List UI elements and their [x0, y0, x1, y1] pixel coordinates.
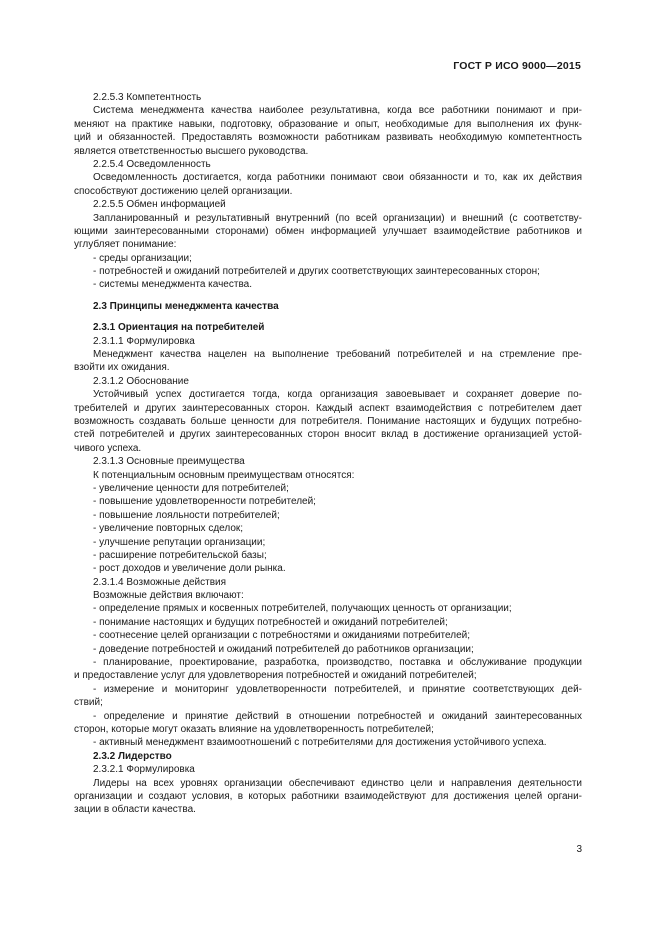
list-item: - расширение потребительской базы;	[74, 549, 582, 562]
text-line: и предоставление услуг для удовлетворения потребностей и ожиданий потребителей;	[74, 670, 477, 682]
text-line: углубляет понимание:	[74, 239, 177, 251]
text-line: возможность создавать больше ценности для потребителя. Понимание настоящих и будущих потребно-	[74, 415, 582, 427]
text-line: Осведомленность достигается, когда работники понимают свои обязанности и то, как их действия	[93, 172, 582, 184]
list-item: - рост доходов и увеличение доли рынка.	[74, 562, 582, 575]
list-item: - понимание настоящих и будущих потребностей и ожиданий потребителей;	[74, 616, 582, 629]
text-line: Менеджмент качества нацелен на выполнение требований потребителей и на стремление пре-	[93, 349, 582, 361]
list-item: - увеличение повторных сделок;	[74, 522, 582, 535]
text-line: ций и обязанностей. Предоставлять возможности работникам развивать необходимую компетентность	[74, 132, 582, 144]
list-item: - планирование, проектирование, разработка, производство, поставка и обслуживание продукции	[74, 656, 582, 669]
text-line: Лидеры на всех уровнях организации обеспечивают единство цели и направления деятельности	[93, 777, 582, 789]
list-item: - определение прямых и косвенных потребителей, получающих ценность от организации;	[74, 602, 582, 615]
text-line: стей потребителей и других заинтересованных сторон вносит вклад в достижение организацией устой-	[74, 429, 582, 441]
text-line: Система менеджмента качества наиболее результативна, когда все работники понимают и при-	[93, 105, 582, 117]
text-line: чивого успеха.	[74, 442, 142, 454]
list-item: - потребностей и ожиданий потребителей и других соответствующих заинтересованных сторон;	[74, 265, 582, 278]
text-line: 2.2.5.3 Компетентность	[93, 92, 202, 103]
text-line: организации и создают условия, в которых работники взаимодействуют для достижения целей органи-	[74, 790, 582, 802]
text-line: К потенциальным основным преимуществам относятся:	[93, 469, 355, 481]
text-line: 2.3.1.3 Основные преимущества	[93, 456, 245, 468]
section-heading: 2.3.1 Ориентация на потребителей	[93, 322, 265, 334]
list-item: - повышение лояльности потребителей;	[74, 509, 582, 522]
text-line: меняют на практике навыки, подготовку, образование и опыт, необходимые для выполнения их функ-	[74, 118, 582, 130]
spacer	[74, 313, 582, 321]
text-line: 2.3.1.2 Обоснование	[93, 375, 189, 387]
text-line: 2.2.5.5 Обмен информацией	[93, 199, 226, 211]
text-line: 2.2.5.4 Осведомленность	[93, 158, 211, 170]
spacer	[74, 292, 582, 300]
page-number: 3	[576, 844, 582, 855]
text-line: зации в области качества.	[74, 804, 196, 816]
text-line: ющими заинтересованными сторонами) обмен информацией улучшает взаимодействие работников и	[74, 225, 582, 237]
list-item: - определение и принятие действий в отношении потребностей и ожиданий заинтересованных	[74, 710, 582, 723]
list-item: - соотнесение целей организации с потребностями и ожиданиями потребителей;	[74, 629, 582, 642]
list-item: - среды организации;	[74, 252, 582, 265]
text-line: 2.3.1.4 Возможные действия	[93, 576, 227, 588]
list-item: - повышение удовлетворенности потребителей;	[74, 495, 582, 508]
list-item: - улучшение репутации организации;	[74, 536, 582, 549]
text-line: Запланированный и результативный внутренний (по всей организации) и внешний (с соответству-	[93, 212, 582, 224]
text-line: 2.3.2.1 Формулировка	[93, 764, 195, 776]
list-item: - измерение и мониторинг удовлетворенности потребителей, и принятие соответствующих дей-	[74, 683, 582, 696]
text-line: требителей и других заинтересованных сторон. Каждый аспект взаимодействия с потребителем дает	[74, 402, 582, 414]
section-heading: 2.3 Принципы менеджмента качества	[93, 300, 279, 312]
text-line: 2.3.1.1 Формулировка	[93, 335, 195, 347]
section-heading: 2.3.2 Лидерство	[93, 750, 172, 762]
list-item: - доведение потребностей и ожиданий потребителей до работников организации;	[74, 643, 582, 656]
list-item: - системы менеджмента качества.	[74, 278, 582, 291]
text-line: ствий;	[74, 697, 103, 709]
text-line: является ответственностью высшего руководства.	[74, 145, 309, 157]
text-line: сторон, которые могут оказать влияние на удовлетворенность потребителей;	[74, 723, 434, 735]
document-header: ГОСТ Р ИСО 9000—2015	[453, 60, 581, 72]
text-line: Устойчивый успех достигается тогда, когда организация завоевывает и сохраняет доверие по-	[93, 389, 582, 401]
document-body	[74, 91, 582, 817]
text-line: Возможные действия включают:	[93, 590, 244, 602]
list-item: - увеличение ценности для потребителей;	[74, 482, 582, 495]
list-item: - активный менеджмент взаимоотношений с потребителями для достижения устойчивого успеха.	[74, 736, 582, 749]
text-line: взойти их ожидания.	[74, 362, 170, 374]
text-line: способствуют достижению целей организации.	[74, 185, 293, 197]
